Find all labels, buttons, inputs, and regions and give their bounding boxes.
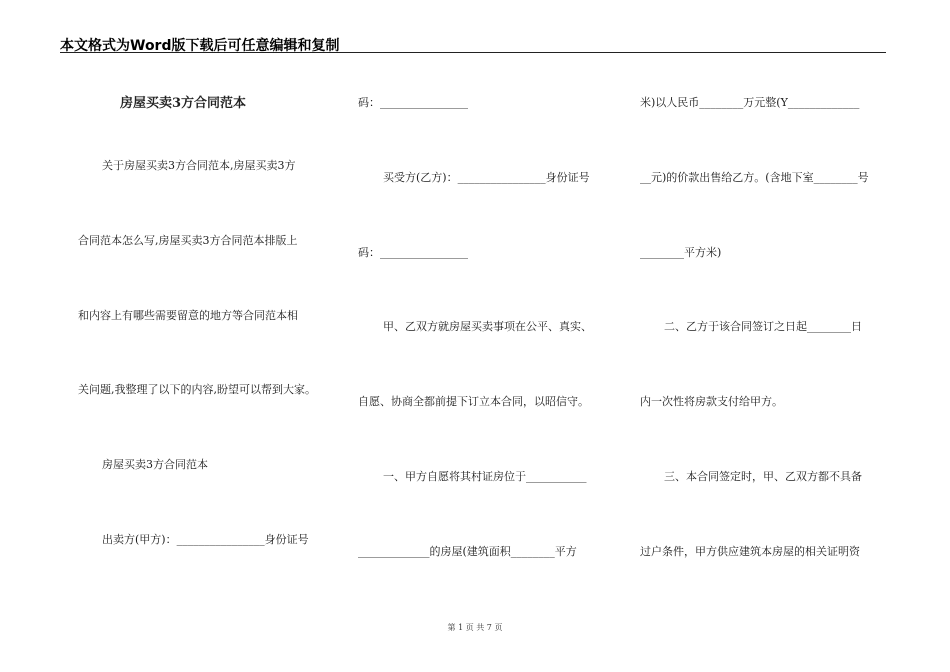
- col3-line-4: 二、乙方于该合同签订之日起________日: [664, 320, 862, 333]
- col3-line-3: ________平方米): [640, 246, 722, 259]
- col2-line-5: 自愿、协商全都前提下订立本合同，以昭信守。: [358, 395, 589, 408]
- col3-line-7: 过户条件，甲方供应建筑本房屋的相关证明资: [640, 545, 860, 558]
- col2-line-3: 码：________________: [358, 246, 468, 259]
- col1-line-2: 合同范本怎么写,房屋买卖3方合同范本排版上: [78, 234, 298, 247]
- document-title: 房屋买卖3方合同范本: [120, 96, 247, 111]
- download-banner: 本文格式为Word版下载后可任意编辑和复制: [60, 38, 340, 54]
- col3-line-6: 三、本合同签定时，甲、乙双方都不具备: [664, 470, 862, 483]
- col2-line-4: 甲、乙双方就房屋买卖事项在公平、真实、: [383, 320, 592, 333]
- col3-line-1: 米)以人民币________万元整(Y_____________: [640, 96, 860, 109]
- col1-line-1: 关于房屋买卖3方合同范本,房屋买卖3方: [102, 159, 296, 172]
- col1-line-4: 关问题,我整理了以下的内容,盼望可以帮到大家。: [78, 383, 316, 396]
- col2-line-1: 码：________________: [358, 96, 468, 109]
- col2-line-7: _____________的房屋(建筑面积________平方: [358, 545, 577, 558]
- header-rule: [60, 52, 886, 53]
- col1-line-6: 出卖方(甲方)：________________身份证号: [102, 533, 309, 546]
- col1-line-3: 和内容上有哪些需要留意的地方等合同范本相: [78, 309, 298, 322]
- col1-line-5: 房屋买卖3方合同范本: [102, 458, 208, 471]
- col2-line-6: 一、甲方自愿将其村证房位于___________: [383, 470, 587, 483]
- col3-line-2: __元)的价款出售给乙方。(含地下室________号: [640, 171, 869, 184]
- col2-line-2: 买受方(乙方)：________________身份证号: [383, 171, 590, 184]
- page-number: 第 1 页 共 7 页: [447, 623, 503, 632]
- col3-line-5: 内一次性将房款支付给甲方。: [640, 395, 783, 408]
